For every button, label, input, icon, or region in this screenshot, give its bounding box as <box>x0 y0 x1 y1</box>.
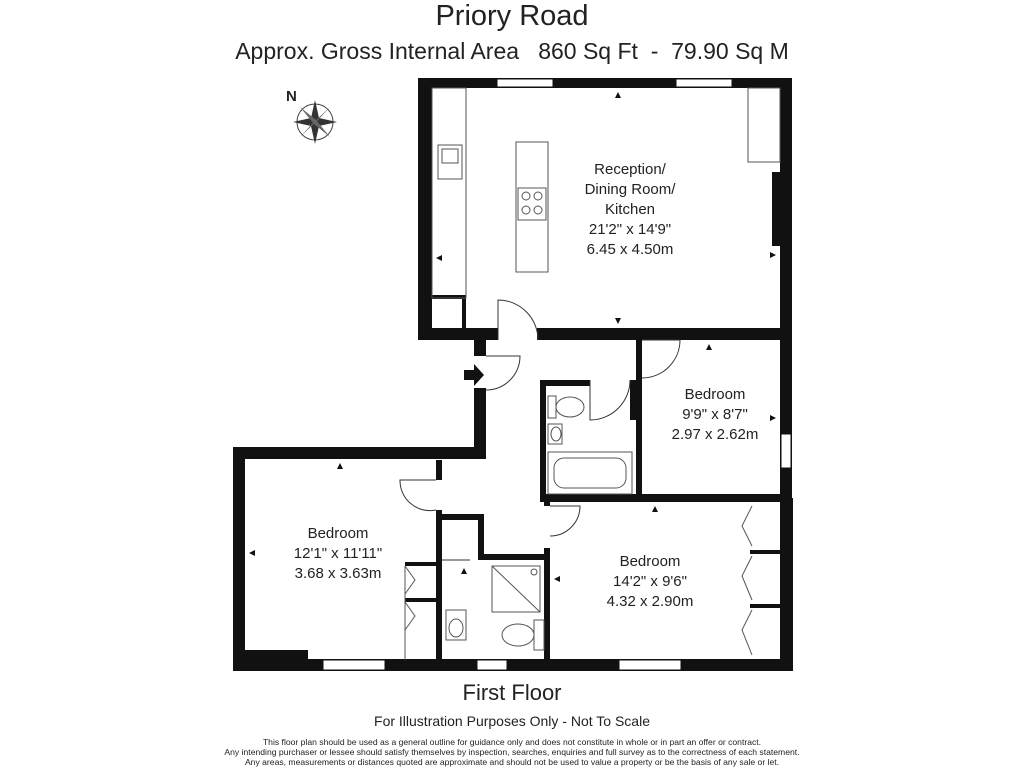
room-dimensions-imperial: 12'1" x 11'11" <box>293 545 383 562</box>
disclaimer-line: Any areas, measurements or distances quoted are approximate and should not be used to value a property or be the basis of any sale or let. <box>244 757 780 767</box>
disclaimer-line: This floor plan should be used as a general outline for guidance only and does not constitute in whole or in part an offer or contract. <box>262 737 762 747</box>
room-dimensions-metric: 6.45 x 4.50m <box>586 241 674 258</box>
room-dimensions-metric: 4.32 x 2.90m <box>606 593 694 610</box>
toilet-icon <box>548 396 556 418</box>
room-name: Bedroom <box>619 553 681 570</box>
compass-north-label: N <box>286 88 297 105</box>
entrance-arrow-icon <box>464 364 484 386</box>
disclaimer-line: Any intending purchaser or lessee should satisfy themselves by inspection, searches, enquiries and full survey as to the correctness of each statement. <box>224 747 800 757</box>
room-label-bedroom-2 <box>268 524 408 584</box>
room-label-reception <box>560 160 700 260</box>
room-name: Kitchen <box>604 201 656 218</box>
room-name: Reception/ <box>594 161 666 178</box>
compass-icon <box>293 100 337 144</box>
hob-icon <box>518 188 546 220</box>
room-dimensions-metric: 3.68 x 3.63m <box>294 565 382 582</box>
plan-title: Priory Road <box>435 0 589 32</box>
scale-note: For Illustration Purposes Only - Not To Scale <box>374 713 650 729</box>
room-dimensions-imperial: 21'2" x 14'9" <box>588 221 672 238</box>
room-name: Dining Room/ <box>584 181 676 198</box>
room-label-bedroom-3 <box>580 552 720 612</box>
disclaimer <box>0 737 1024 767</box>
room-name: Bedroom <box>307 525 369 542</box>
room-dimensions-metric: 2.97 x 2.62m <box>671 426 759 443</box>
room-dimensions-imperial: 14'2" x 9'6" <box>613 573 687 590</box>
room-label-bedroom-1 <box>650 385 780 445</box>
room-dimensions-imperial: 9'9" x 8'7" <box>682 406 748 423</box>
floor-name: First Floor <box>462 680 562 705</box>
room-name: Bedroom <box>684 386 746 403</box>
area-subtitle: Approx. Gross Internal Area 860 Sq Ft - 79.90 Sq M <box>235 38 789 64</box>
toilet-icon <box>534 620 544 650</box>
